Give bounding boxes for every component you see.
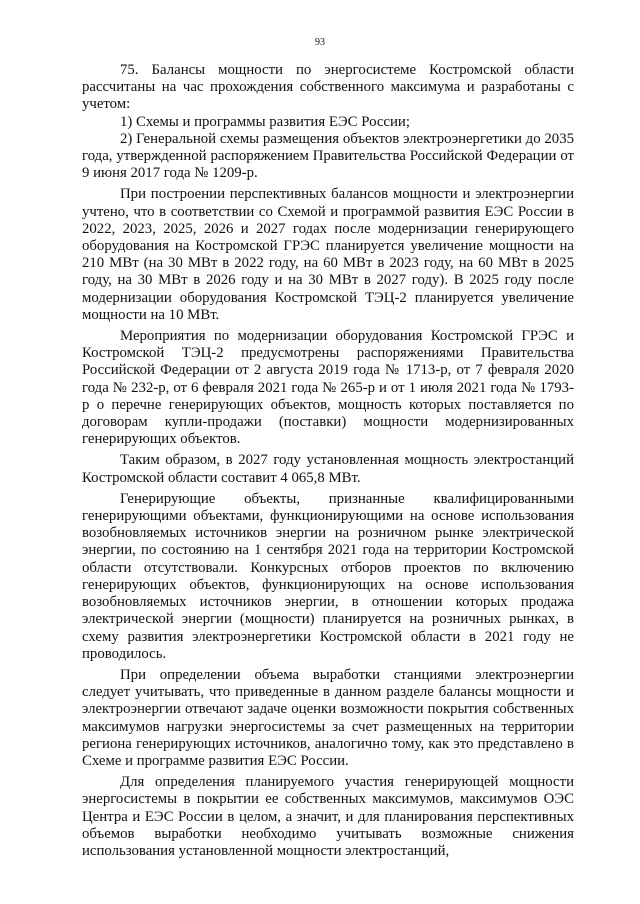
paragraph-capacity-planning: Для определения планируемого участия генерирующей мощности энергосистемы в покрытии ее собственных максимумов, максимумов ОЭС Центра и ЕЭС России в целом, а значит, и для планирования перспективных объемов выработки необходимо учитывать возможные снижения использования установленной мощности электростанций, xyxy=(82,774,574,859)
paragraph-renewable-sources: Генерирующие объекты, признанные квалифицированными генерирующими объектами, функционирующими на основе использования возобновляемых источников энергии на розничном рынке электрической энергии, по состоянию на 1 сентября 2021 года на территории Костромской области отсутствовали. Конкурсных отборов проектов по включению генерирующих объектов, функционирующих на основе использования возобновляемых источников энергии, в отношении которых продажа электрической энергии (мощности) планируется на розничных рынках, в схему развития электроэнергетики Костромской области в 2021 году не проводилось. xyxy=(82,490,574,662)
page-number: 93 xyxy=(315,37,325,48)
list-item-2: 2) Генеральной схемы размещения объектов электроэнергетики до 2035 года, утвержденной распоряжением Правительства Российской Федерации от 9 июня 2017 года № 1209-р. xyxy=(82,130,574,182)
paragraph-balance-construction: При построении перспективных балансов мощности и электроэнергии учтено, что в соответствии со Схемой и программой развития ЕЭС России в 2022, 2023, 2025, 2026 и 2027 годах после модернизации генерирующего оборудования на Костромской ГРЭС планируется увеличение мощности на 210 МВт (на 30 МВт в 2022 году, на 60 МВт в 2023 году, на 60 МВт в 2025 году, на 30 МВт в 2026 году и на 30 МВт в 2027 году). В 2025 году после модернизации оборудования Костромской ТЭЦ-2 планируется увеличение мощности на 10 МВт. xyxy=(82,186,574,323)
document-body xyxy=(82,62,574,860)
paragraph-modernization-measures: Мероприятия по модернизации оборудования Костромской ГРЭС и Костромской ТЭЦ-2 предусмотрены распоряжениями Правительства Российской Федерации от 2 августа 2019 года № 1713-р, от 7 февраля 2020 года № 232-р, от 6 февраля 2021 года № 265-р и от 1 июля 2021 года № 1793-р о перечне генерирующих объектов, мощность которых поставляется по договорам купли-продажи (поставки) мощности модернизированных генерирующих объектов. xyxy=(82,328,574,448)
paragraph-75-intro: 75. Балансы мощности по энергосистеме Костромской области рассчитаны на час прохождения собственного максимума и разработаны с учетом: xyxy=(82,62,574,113)
list-item-1: 1) Схемы и программы развития ЕЭС России; xyxy=(120,113,410,130)
paragraph-generation-volume: При определении объема выработки станциями электроэнергии следует учитывать, что приведенные в данном разделе балансы мощности и электроэнергии отвечают задаче оценки возможности покрытия собственных максимумов нагрузки энергосистемы за счет размещенных на территории региона генерирующих источников, аналогично тому, как это представлено в Схеме и программе развития ЕЭС России. xyxy=(82,666,574,769)
paragraph-installed-capacity: Таким образом, в 2027 году установленная мощность электростанций Костромской области составит 4 065,8 МВт. xyxy=(82,452,574,486)
